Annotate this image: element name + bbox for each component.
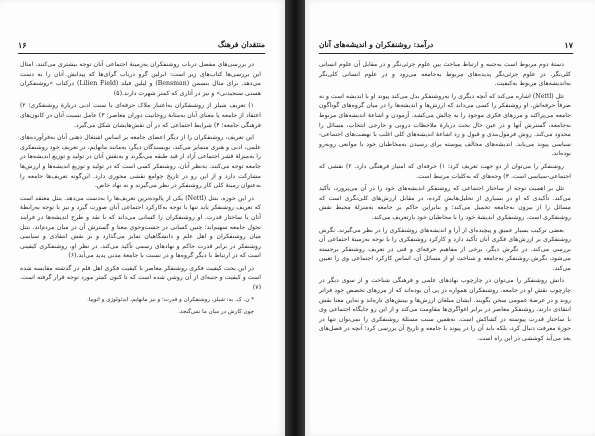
paragraph: این تعریف، روشنفکران را از دیگر اعضای جامعه بر اساس اشتغال ذهنی آنان به‌فرآورده‌های علمی، ادبی و هنری متمایز می‌کند. نویسندگان دیگر، به‌مانند مانهایم، در تعریف خود روشنفکری را به‌منزلهٔ قشر اجتماعی آزاد از قید طبقه می‌نگرند و به‌نقش آنان در تولید و توزیع اندیشه‌ها در جامعه توجه می‌کنند. به‌نظر آنان، روشنفکر کسی است که در تولید و توزیع اندیشه‌ها و ارزش‌ها مشارکت دارد و از این رو در تاریخ جوامع نقشی محوری دارد. این‌گونه تعریف‌ها جامعه را به‌عنوان زمینهٔ کلی کار روشنفکر در نظر می‌گیرند و نه نهاد خاص. (20, 134, 261, 190)
paragraph: در بررسی‌های مفصل درباب روشنفکران به‌زمینهٔ اجتماعی آنان توجه بیشتری می‌کنند. امثال این بررسی‌ها کتاب‌های زیر است: ابرلین گرو درباب گرای‌ها که پیدایش آنان را به دست می‌دهد. برای مثال بنسمن (Bensman) و لیلین فیلد (Lilien Field) درکتاب «روشنفکران هستی سنجیدنی» و نیز در آثاری که کمتر شهرت دارند.(۵) (20, 61, 261, 97)
paragraph: تئل بر اهمیت توجه از ساختار اجتماعی که روشنفکر اندیشه‌های خود را در آن می‌پرورد، تأکید می‌کند. تأکیدی که او در بسیاری از تحلیل‌هایش کرده، در مقابل ارزش‌های کلی‌نگری است که مسائل را از بیرون به‌جامعه تحمیل می‌کند؛ و بنابراین حاکم بر جامعه به‌منزلهٔ محیط نقش روشنفکری است. روشنفکری اندیشهٔ خود را با مخاطبان خود بازتعریف می‌کند. (319, 185, 571, 221)
book-gutter (285, 0, 305, 436)
paragraph: در این بحث کیفیت فکری روشنفکر معاصر با کیفیت فکری اهل قلم در گذشته مقایسه شده است و کیفیت و جنبه‌ای از آن روشن شده است که تا کنون کمتر مورد توجه قرار گرفته است.(۷) (20, 264, 261, 292)
footnote: * ن. ک. به: شیلز، روشنفکران و قدرت؛ و نیز مانهایم، ایدئولوژی و اتوپیا. (87, 296, 254, 303)
header-rule (18, 53, 265, 54)
paragraph: روشنفکر را می‌توان از دو جهت تعریف کرد: ۱) حرفه‌ای که امتیاز فرهنگی دارد. ۲) نقشی که اجتماعی-سیاسی است. ۳) وجه‌های که به‌کلیات مرتبط است. (319, 162, 571, 180)
paragraph: دانش روشنفکر را می‌توان در چارچوب نهادهای علمی و فرهنگی شناخت و از سوی دیگر در چارچوب نقش او در جامعه. روشنفکران همواره در پی آن بوده‌اند که از مرزهای تخصص خود فراتر روند و در عرصهٔ عمومی سخن بگویند. ایشان مبلغان ارزش‌ها و بینش‌های تازه‌اند و به‌این معنا نقش انتقادی دارند. روشنفکر معاصر در برابر اغواگری‌ها مقاومت می‌کند و از این رو جایگاه اجتماعی وی با ساختار قدرت پیوسته در کشاکش است. به‌همین سبب مسئلهٔ روشنفکری را نمی‌توان تنها در حوزهٔ معرفت دنبال کرد، بلکه باید آن را در پیوند با جامعه و تاریخ آن بررسی کرد؛ آنچه در فصل‌های بعد می‌آید کوششی در این راه است. (319, 277, 571, 343)
running-title: درآمد: روشنفکران و اندیشه‌های آنان (319, 40, 434, 49)
paragraph: بعضی ترکیب بسیار عمیق و پیچیده‌ای از آرا و اندیشه‌های روشنفکری را در نظر می‌گیرند. نگرش روشنفکری بر ارزش‌های فکری آنان تأکید دارد و کارکرد روشنفکری را با توجه به‌زمینهٔ اجتماعی آن بررسی می‌کند. در نگرش دیگر، برخی از مفاهیم حرفه‌ای و فنی در تعریف روشنفکر برجسته می‌شود. نگرش روشنفکر به‌جامعه و شناخت او از مسائل آن، اساس کارکرد اجتماعی وی را تعیین می‌کند. (319, 226, 571, 272)
left-page-header (18, 40, 265, 54)
footnote: چون کارش در میان ما نمی‌گنجد. (178, 308, 254, 315)
running-title: منتقدان فرهنگ (217, 40, 265, 49)
right-page (305, 0, 595, 436)
page-number: ١۶ (18, 40, 27, 50)
paragraph: تئل (Nettl) اشاره می‌کند که آنچه دیگری را به‌روشنفکر بدل می‌کند پیوند او با اندیشه است و نه صرفاً حرفه‌اش. او روشنفکر را کسی می‌داند که ارزش‌ها و اندیشه‌ها را در میان گروه‌های گوناگون جامعه می‌پراکند و مرزهای فکری موجود را به چالش می‌کشد. آزمودن و اشاعهٔ اندیشه‌های مربوط به‌جامعه، گسترش آنها و در عین حال بحث دربارهٔ ملاحظات درونی و خارجی انتخاب، مسائل را محدود می‌کند. روش فرمول‌بندی و قبول و رد اشاعهٔ اندیشه‌های کلی اغلب با نهضت‌های اجتماعی-سیاسی پیوند می‌یابد. اندیشه‌های مخالف پیوسته برای رسیدن به‌مخاطبان خود با موانعی روبه‌رو بوده‌اند. (319, 92, 571, 158)
left-page-body (20, 60, 261, 420)
page-number: ١٧ (564, 40, 573, 50)
paragraph: در این حوزه، بنتل (Nettl) یکی از پالوده‌ترین تعریف‌ها را به‌دست می‌دهد. بنتل معتقد است که تعریف روشنفکر باید تنها با توجه به‌کارکرد اجتماعی آنان صورت گیرد و نیز با توجه به‌رابطهٔ آنان با ساختار قدرت. او روشنفکران را کسانی می‌داند که با نقد و طرح اندیشه‌ها در فرایند تحول جامعه سهیم‌اند؛ چنین کسانی در جست‌وجوی معنا و گسترش آن در میان مردم‌اند. بنتل میان روشنفکران و اهل علم و دانشگاهیان تمایز می‌گذارد و بر نقش انتقادی و سیاسی روشنفکر در برابر قدرت حاکم و نهادهای رسمی تأکید می‌کند. در نظر او، روشنفکری کیفیتی است که در ارتباط با دیگر گروه‌ها و در نسبت با جامعهٔ مدنی پدید می‌آید.(۶) (20, 194, 261, 260)
paragraph: ۱) تعریف شیلز از روشنفکران به‌اعتبار ملاک حرفه‌ای با سنت ادبی دربارهٔ روشنفکری؛ ۲) اعتقاد از جامعه یا معنای آنان به‌مثابهٔ روحانیت دوران معاصر؛ ۳) عامل نسبت آنان در کانون‌های فرهنگی جامعه؛ ۴) شرایط اجتماعی که در آن نقش‌هایشان شکل می‌گیرد. (20, 102, 261, 129)
right-page-body (319, 60, 571, 420)
right-page-header (319, 40, 573, 54)
paragraph: دستهٔ دوم مربوط است به‌جنبه و ارتباط مباحث بین علوم جزئی‌نگر و در مقابل آن علوم انسانی کلی‌نگر. در علوم جزئی‌نگر پدیده‌های مربوط به‌جامعه می‌رود و در علوم انسانی کلی‌نگر به‌اندیشه‌های مربوط به‌کیفیت. (319, 61, 571, 88)
left-page (0, 0, 285, 436)
header-rule (319, 53, 573, 54)
